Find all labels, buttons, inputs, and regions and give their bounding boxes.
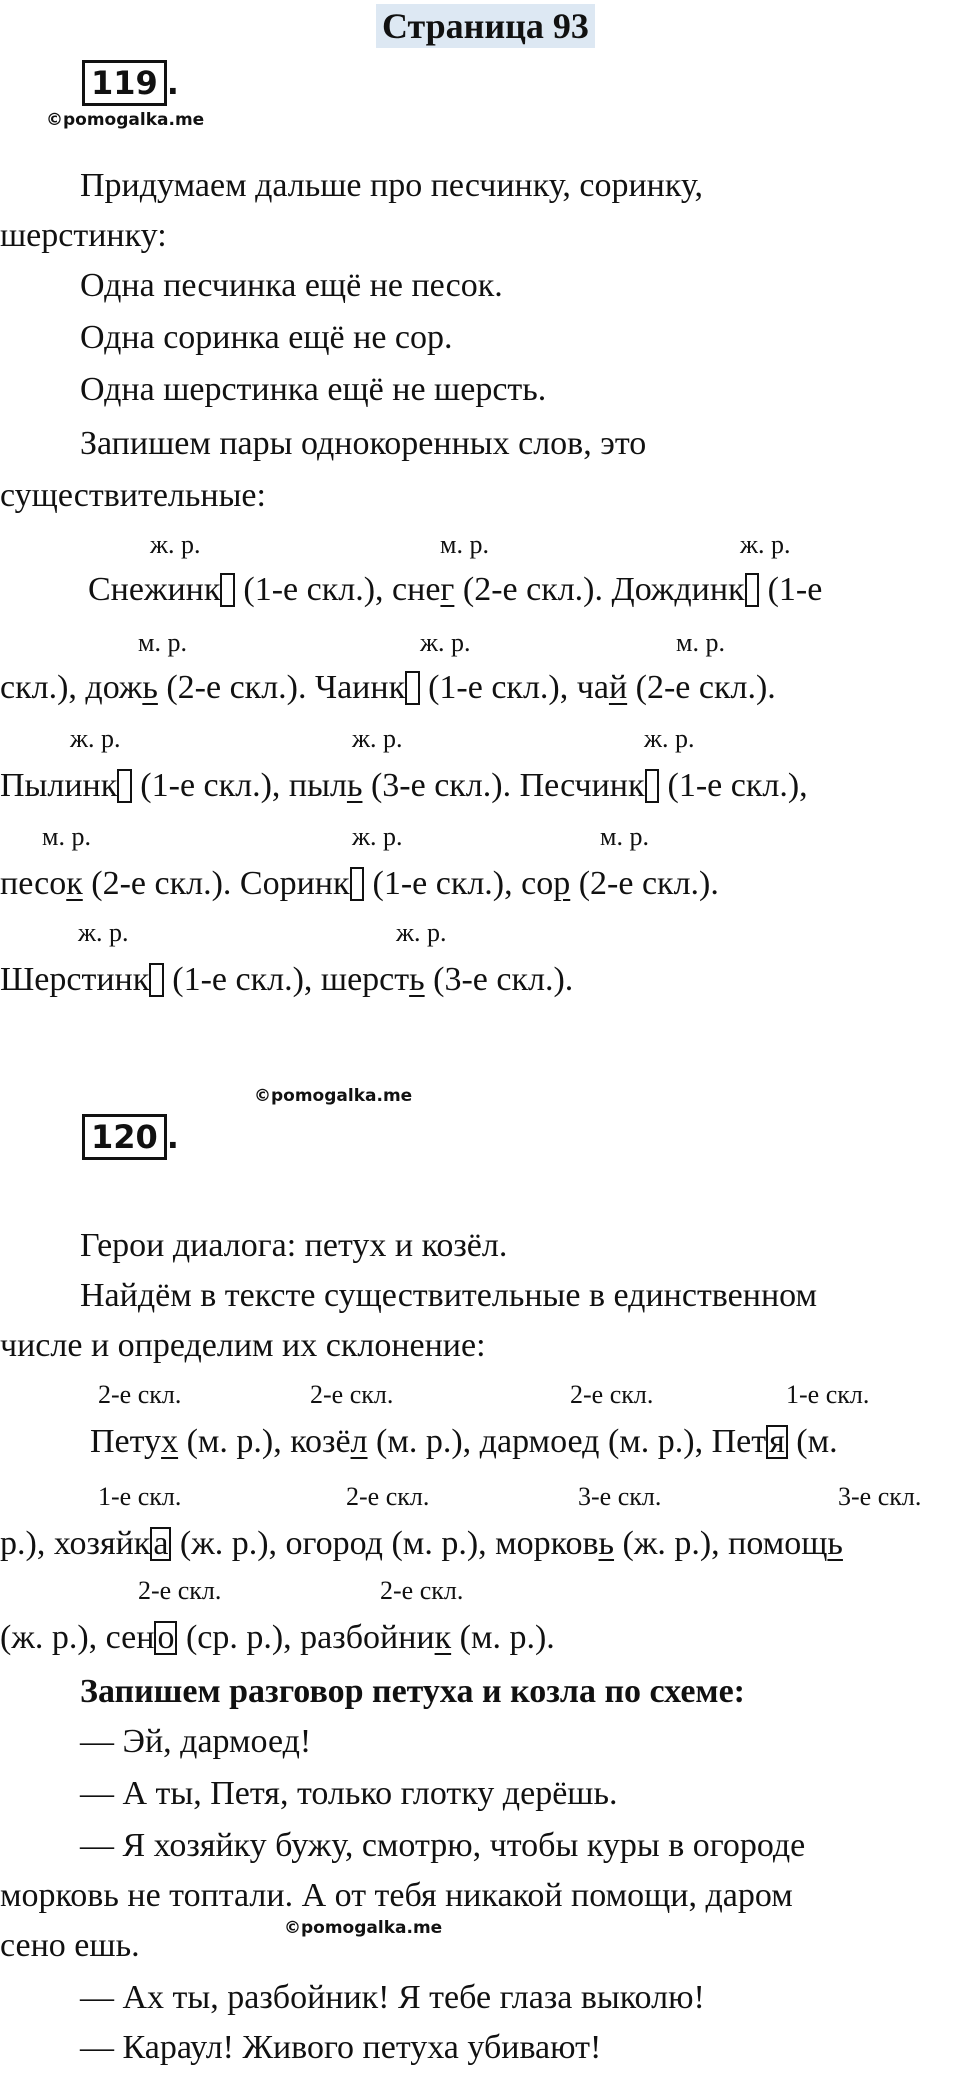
ex120-heroes: Герои диалога: петух и козёл. — [80, 1227, 508, 1264]
ex119-line-1: Одна песчинка ещё не песок. — [80, 267, 503, 304]
gender-label: ж. р. — [644, 724, 695, 753]
ex120-find-1: Найдём в тексте существительные в единственном — [80, 1277, 818, 1314]
gender-label: м. р. — [676, 628, 725, 657]
ending-box — [220, 573, 235, 607]
ex120-find-2: числе и определим их склонение: — [0, 1327, 486, 1364]
dialogue-line-3a: — Я хозяйку бужу, смотрю, чтобы куры в огороде — [80, 1827, 806, 1864]
declension-label: 2-е скл. — [570, 1380, 654, 1409]
ending-box — [350, 867, 365, 901]
gender-label: ж. р. — [352, 724, 403, 753]
dialogue-line-3c: сено ешь. — [0, 1927, 140, 1964]
dialogue-line-2: — А ты, Петя, только глотку дерёшь. — [80, 1775, 618, 1812]
ex119-pairs-1: Запишем пары однокоренных слов, это — [80, 425, 647, 462]
ex120-scheme-heading: Запишем разговор петуха и козла по схеме: — [80, 1673, 745, 1710]
ex119-intro-1: Придумаем дальше про песчинку, соринку, — [80, 167, 703, 204]
ending-box — [645, 769, 660, 803]
declension-label: 2-е скл. — [310, 1380, 394, 1409]
watermark: ©pomogalka.me — [254, 1086, 413, 1106]
ex119-pairs-line-1: Снежинк (1-е скл.), снег (2-е скл.). Дождинк (1-е — [88, 571, 823, 608]
ex120-nouns-line-3: (ж. р.), сено (ср. р.), разбойник (м. р.). — [0, 1619, 555, 1656]
gender-label: м. р. — [600, 822, 649, 851]
gender-label: ж. р. — [396, 918, 447, 947]
gender-label: ж. р. — [70, 724, 121, 753]
gender-label: ж. р. — [740, 530, 791, 559]
watermark: ©pomogalka.me — [46, 110, 205, 130]
ex119-line-3: Одна шерстинка ещё не шерсть. — [80, 371, 547, 408]
exercise-120-number: 120 . — [82, 1114, 179, 1160]
ex119-pairs-2: существительные: — [0, 477, 266, 514]
gender-label: ж. р. — [150, 530, 201, 559]
dialogue-line-3b: морковь не топтали. А от тебя никакой помощи, даром — [0, 1877, 793, 1914]
declension-label: 2-е скл. — [138, 1576, 222, 1605]
ex119-intro-2: шерстинку: — [0, 217, 167, 254]
declension-label: 1-е скл. — [98, 1482, 182, 1511]
ex119-line-2: Одна соринка ещё не сор. — [80, 319, 453, 356]
ending-box — [405, 671, 420, 705]
declension-label: 2-е скл. — [346, 1482, 430, 1511]
exercise-number-box: 120 — [82, 1114, 167, 1160]
gender-label: ж. р. — [352, 822, 403, 851]
ex120-nouns-line-1: Петух (м. р.), козёл (м. р.), дармоед (м. р.), Петя (м. — [90, 1423, 838, 1460]
declension-label: 2-е скл. — [98, 1380, 182, 1409]
exercise-119-number: 119 . — [82, 60, 179, 106]
ex120-nouns-line-2: р.), хозяйка (ж. р.), огород (м. р.), морковь (ж. р.), помощь — [0, 1525, 843, 1562]
dialogue-line-1: — Эй, дармоед! — [80, 1723, 312, 1760]
ending-box: я — [766, 1425, 788, 1459]
ending-box — [117, 769, 132, 803]
page-title: Страница 93 — [376, 4, 595, 48]
ending-box: а — [150, 1527, 171, 1561]
declension-label: 2-е скл. — [380, 1576, 464, 1605]
gender-label: м. р. — [440, 530, 489, 559]
ending-box: о — [154, 1621, 177, 1655]
dialogue-line-4: — Ах ты, разбойник! Я тебе глаза выколю! — [80, 1979, 705, 2016]
gender-label: м. р. — [138, 628, 187, 657]
gender-label: ж. р. — [78, 918, 129, 947]
ex119-pairs-line-3: Пылинк (1-е скл.), пыль (3-е скл.). Песчинк (1-е скл.), — [0, 767, 808, 804]
declension-label: 1-е скл. — [786, 1380, 870, 1409]
ending-box — [149, 963, 164, 997]
exercise-number-box: 119 — [82, 60, 167, 106]
watermark: ©pomogalka.me — [284, 1918, 443, 1938]
ex119-pairs-line-5: Шерстинк (1-е скл.), шерсть (3-е скл.). — [0, 961, 574, 998]
ex119-pairs-line-2: скл.), дожь (2-е скл.). Чаинк (1-е скл.), чай (2-е скл.). — [0, 669, 776, 706]
gender-label: ж. р. — [420, 628, 471, 657]
declension-label: 3-е скл. — [838, 1482, 922, 1511]
dialogue-line-5: — Караул! Живого петуха убивают! — [80, 2029, 602, 2066]
gender-label: м. р. — [42, 822, 91, 851]
ex119-pairs-line-4: песок (2-е скл.). Соринк (1-е скл.), сор (2-е скл.). — [0, 865, 719, 902]
declension-label: 3-е скл. — [578, 1482, 662, 1511]
ending-box — [745, 573, 760, 607]
